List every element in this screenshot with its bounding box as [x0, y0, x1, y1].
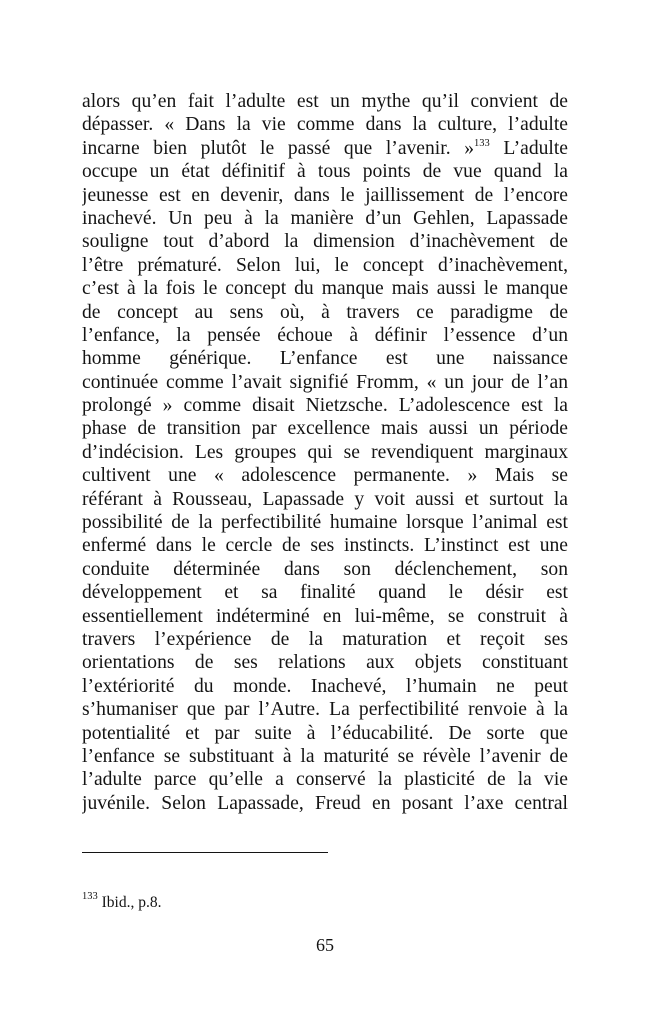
text-line-28: potentialité et par suite à l’éducabilité. De sorte que	[82, 722, 568, 744]
text-line-23: essentiellement indéterminé en lui-même, se construit à	[82, 605, 568, 627]
footnote	[82, 893, 161, 913]
text-line-13: continuée comme l’avait signifié Fromm, « un jour de l’an	[82, 371, 568, 393]
footnote-divider	[82, 852, 328, 853]
text-line-1: alors qu’en fait l’adulte est un mythe qu’il convient de	[82, 91, 568, 112]
text-line-2: dépasser. « Dans la vie comme dans la culture, l’adulte	[82, 114, 568, 136]
text-line-4: occupe un état définitif à tous points de vue quand la	[82, 161, 568, 183]
text-line-27: s’humaniser que par l’Autre. La perfectibilité renvoie à la	[82, 699, 568, 721]
footnote-text: Ibid., p.8.	[97, 894, 162, 911]
text-line-3-end: L’adulte	[489, 137, 568, 159]
text-line-18: référant à Rousseau, Lapassade y voit aussi et surtout la	[82, 488, 568, 510]
text-line-9: c’est à la fois le concept du manque mais aussi le manque	[82, 278, 568, 300]
text-line-26: l’extériorité du monde. Inachevé, l’humain ne peut	[82, 675, 568, 697]
text-line-8: l’être prématuré. Selon lui, le concept d’inachèvement,	[82, 254, 568, 276]
text-line-17: cultivent une « adolescence permanente. » Mais se	[82, 465, 568, 487]
text-line-21: conduite déterminée dans son déclenchement, son	[82, 558, 568, 580]
text-line-12: homme générique. L’enfance est une naissance	[82, 348, 568, 370]
text-line-15: phase de transition par excellence mais aussi un période	[82, 418, 568, 440]
text-line-6: inachevé. Un peu à la manière d’un Gehlen, Lapassade	[82, 207, 568, 229]
text-line-10: de concept au sens où, à travers ce paradigme de	[82, 301, 568, 323]
page-number: 65	[316, 935, 334, 955]
footnote-reference[interactable]: 133	[474, 137, 490, 149]
text-line-25: orientations de ses relations aux objets constituant	[82, 652, 568, 674]
text-line-22: développement et sa finalité quand le désir est	[82, 582, 568, 604]
text-line-11: l’enfance, la pensée échoue à définir l’essence d’un	[82, 324, 568, 346]
text-line-3	[82, 137, 568, 160]
text-line-14: prolongé » comme disait Nietzsche. L’adolescence est la	[82, 395, 568, 417]
text-line-30: l’adulte parce qu’elle a conservé la plasticité de la vie	[82, 769, 568, 791]
text-line-7: souligne tout d’abord la dimension d’inachèvement de	[82, 231, 568, 253]
text-line-24: travers l’expérience de la maturation et reçoit ses	[82, 628, 568, 650]
text-line-3-start: incarne bien plutôt le passé que l’avenir. »	[82, 137, 475, 159]
body-paragraph	[82, 90, 568, 815]
text-line-16: d’indécision. Les groupes qui se revendiquent marginaux	[82, 441, 568, 463]
text-line-29: l’enfance se substituant à la maturité se révèle l’avenir de	[82, 745, 568, 767]
text-line-5: jeunesse est en devenir, dans le jaillissement de l’encore	[82, 184, 568, 206]
text-line-31: juvénile. Selon Lapassade, Freud en posant l’axe central	[82, 792, 568, 814]
text-line-20: enfermé dans le cercle de ses instincts. L’instinct est une	[82, 535, 568, 557]
text-line-19: possibilité de la perfectibilité humaine lorsque l’animal est	[82, 512, 568, 534]
footnote-number: 133	[82, 891, 98, 902]
